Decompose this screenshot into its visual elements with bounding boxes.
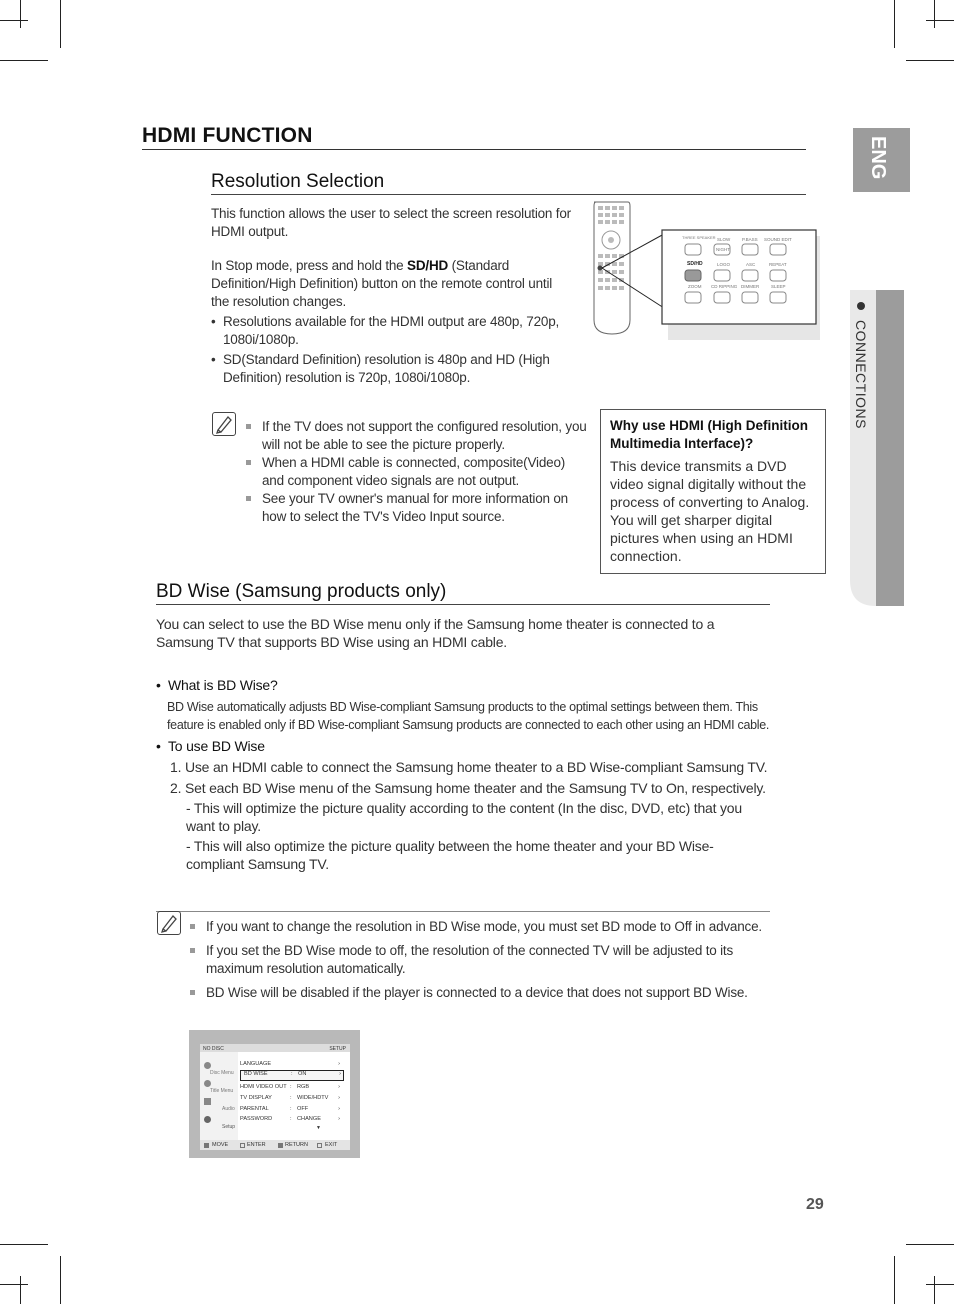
menu-row-value: CHANGE [297,1116,321,1122]
menu-row-value: OFF [297,1106,309,1112]
gear-icon [204,1116,211,1123]
speaker-icon [204,1098,211,1105]
crop-mark [926,20,954,21]
why-hdmi-body: This device transmits a DVD video signal digitally without the process of converting to Analog. You will get sharper digital pictures when using an HDMI connection. [610,458,810,564]
enter-icon [240,1143,245,1148]
page-title: HDMI FUNCTION [142,124,313,147]
menu-footer [200,1140,350,1150]
menu-row: HDMI VIDEO OUT : RGB › [240,1084,340,1090]
crop-mark [0,60,48,61]
title-menu-icon [204,1080,211,1087]
remote-label: CD RIPPING [711,284,738,289]
menu-row-value: RGB [297,1084,310,1090]
crop-mark [0,20,28,21]
menu-row-sep: : [290,1116,292,1122]
crop-mark [0,1284,28,1285]
remote-label: SLOW [717,237,731,242]
menu-row-sep: : [290,1095,292,1101]
what-is-bdwise-title: • What is BD Wise? [156,676,770,694]
bdwise-substep: - This will also optimize the picture quality between the home theater and your BD Wise-compliant Samsung TV. [186,838,714,872]
menu-footer-item: RETURN [285,1142,308,1148]
menu-footer-item: EXIT [325,1142,338,1148]
crop-mark [894,0,895,48]
note-item: If you set the BD Wise mode to off, the resolution of the connected TV will be adjusted to its maximum resolution automatically. [190,942,768,978]
to-use-bdwise-title: • To use BD Wise [156,737,770,755]
resolution-intro: This function allows the user to select the screen resolution for HDMI output. [211,206,571,239]
remote-label: P.BASS [742,237,758,242]
menu-side-item: Disc Menu [210,1070,234,1076]
menu-row-value: ON [298,1071,307,1077]
side-tab-lang-label: ENG [867,136,889,180]
disc-menu-icon [204,1062,211,1069]
menu-row-sep: : [290,1084,292,1090]
side-tab-section [850,290,904,606]
menu-row-label: TV DISPLAY [240,1095,272,1101]
menu-row-label: PASSWORD [240,1116,273,1122]
crop-mark [60,1256,61,1304]
menu-row-sep: : [291,1071,293,1077]
remote-label: DIMMER [741,284,760,289]
menu-row-label: HDMI VIDEO OUT [240,1084,287,1090]
crop-mark [926,1284,954,1285]
pencil-icon [158,912,180,934]
section-rule [156,604,770,605]
remote-label: SLEEP [771,284,786,289]
menu-row-value: WIDE/HDTV [297,1095,329,1101]
crop-mark [906,1244,954,1245]
note-item: See your TV owner's manual for more information on how to select the TV's Video Input source. [246,490,588,526]
menu-side-item: Setup [222,1124,236,1130]
why-hdmi-title: Why use HDMI (High Definition Multimedia Interface)? [610,418,808,451]
section-title-bdwise: BD Wise (Samsung products only) [156,581,447,602]
setup-menu-screenshot [189,1030,360,1158]
menu-left-title: NO DISC [203,1046,224,1052]
menu-footer-item: MOVE [212,1142,229,1148]
remote-label: SOUND EDIT [764,237,792,242]
setup-menu-screen [200,1044,350,1150]
crop-mark [0,1244,48,1245]
bdwise-notes [190,918,768,1002]
remote-label: THREE SPEAKER [682,235,716,240]
bdwise-intro: You can select to use the BD Wise menu only if the Samsung home theater is connected to a Samsung TV that supports BD Wise using an HDMI cable. [156,616,715,650]
remote-label: LOGO [717,262,731,267]
note-item: BD Wise will be disabled if the player is connected to a device that does not support BD Wise. [190,984,768,1002]
resolution-bullet: • Resolutions available for the HDMI output are 480p, 720p, 1080i/1080p. [211,313,571,349]
bdwise-step: 1. Use an HDMI cable to connect the Samsung home theater to a BD Wise-compliant Samsung TV. [170,759,768,775]
return-icon [278,1143,283,1148]
menu-row-sep: : [290,1106,292,1112]
crop-mark [20,0,21,28]
remote-label-sdhd: SD/HD [687,261,703,267]
bdwise-step: 2. Set each BD Wise menu of the Samsung home theater and the Samsung TV to On, respectively. [170,780,766,796]
stop-mode-pre: In Stop mode, press and hold the [211,258,408,273]
remote-label: ASC [746,262,756,267]
menu-row-label: BD WISE [244,1071,268,1077]
menu-row-label: PARENTAL [240,1106,269,1112]
menu-row-label: LANGUAGE [240,1061,272,1067]
section-title-resolution: Resolution Selection [211,171,385,192]
scroll-down-icon: ▼ [316,1125,321,1131]
resolution-text [211,205,571,387]
move-icon [204,1143,209,1148]
menu-footer-item: ENTER [247,1142,266,1148]
why-hdmi-box [600,409,826,574]
remote-label: ZOOM [688,284,702,289]
stop-mode-post: (Standard Definition/High Definition) button on the remote control until the resolution changes. [211,258,553,309]
notes-rule [156,911,770,912]
resolution-bullet: • SD(Standard Definition) resolution is 480p and HD (High Definition) resolution is 720p, 1080i/1080p. [211,351,571,387]
remote-illustration [590,200,822,340]
page-number: 29 [806,1196,824,1213]
menu-row-selected: BD WISE : ON › [240,1070,344,1081]
sdhd-key: SD/HD [407,258,449,273]
crop-mark [894,1256,895,1304]
crop-mark [934,1276,935,1304]
remote-label: NIGHT [716,247,730,252]
section-rule [211,194,806,195]
what-is-bdwise-body: BD Wise automatically adjusts BD Wise-compliant Samsung products to the optimal settings between them. This feature is enabled only if BD Wise-compliant Samsung products are connected to each other using an HDMI cable. [167,700,770,732]
side-tab-section-label: CONNECTIONS [853,320,869,429]
menu-row: LANGUAGE › [240,1061,340,1067]
note-icon [212,412,236,436]
crop-mark [20,1276,21,1304]
menu-row: TV DISPLAY : WIDE/HDTV › [240,1095,340,1101]
note-item: If you want to change the resolution in BD Wise mode, you must set BD mode to Off in advance. [190,918,768,936]
crop-mark [934,0,935,28]
remote-drawing [590,200,822,340]
exit-icon [317,1143,322,1148]
note-icon [157,911,181,935]
crop-mark [906,60,954,61]
menu-right-title: SETUP [329,1046,346,1052]
note-item: When a HDMI cable is connected, composite(Video) and component video signals are not output. [246,454,588,490]
side-tab-lang [853,128,910,192]
menu-side-item: Audio [222,1106,235,1112]
menu-row: PASSWORD : CHANGE › [240,1116,340,1122]
resolution-notes [246,418,588,526]
bdwise-details [156,676,770,873]
pencil-icon [213,413,235,435]
menu-row: PARENTAL : OFF › [240,1106,340,1112]
note-item: If the TV does not support the configured resolution, you will not be able to see the picture properly. [246,418,588,454]
crop-mark [60,0,61,48]
menu-side-item: Title Menu [210,1088,234,1094]
stop-mode-paragraph [211,257,571,311]
remote-label: REPEAT [769,262,787,267]
title-rule [142,149,806,150]
bdwise-substep: - This will optimize the picture quality according to the content (In the disc, DVD, etc) that you want to play. [186,800,742,834]
